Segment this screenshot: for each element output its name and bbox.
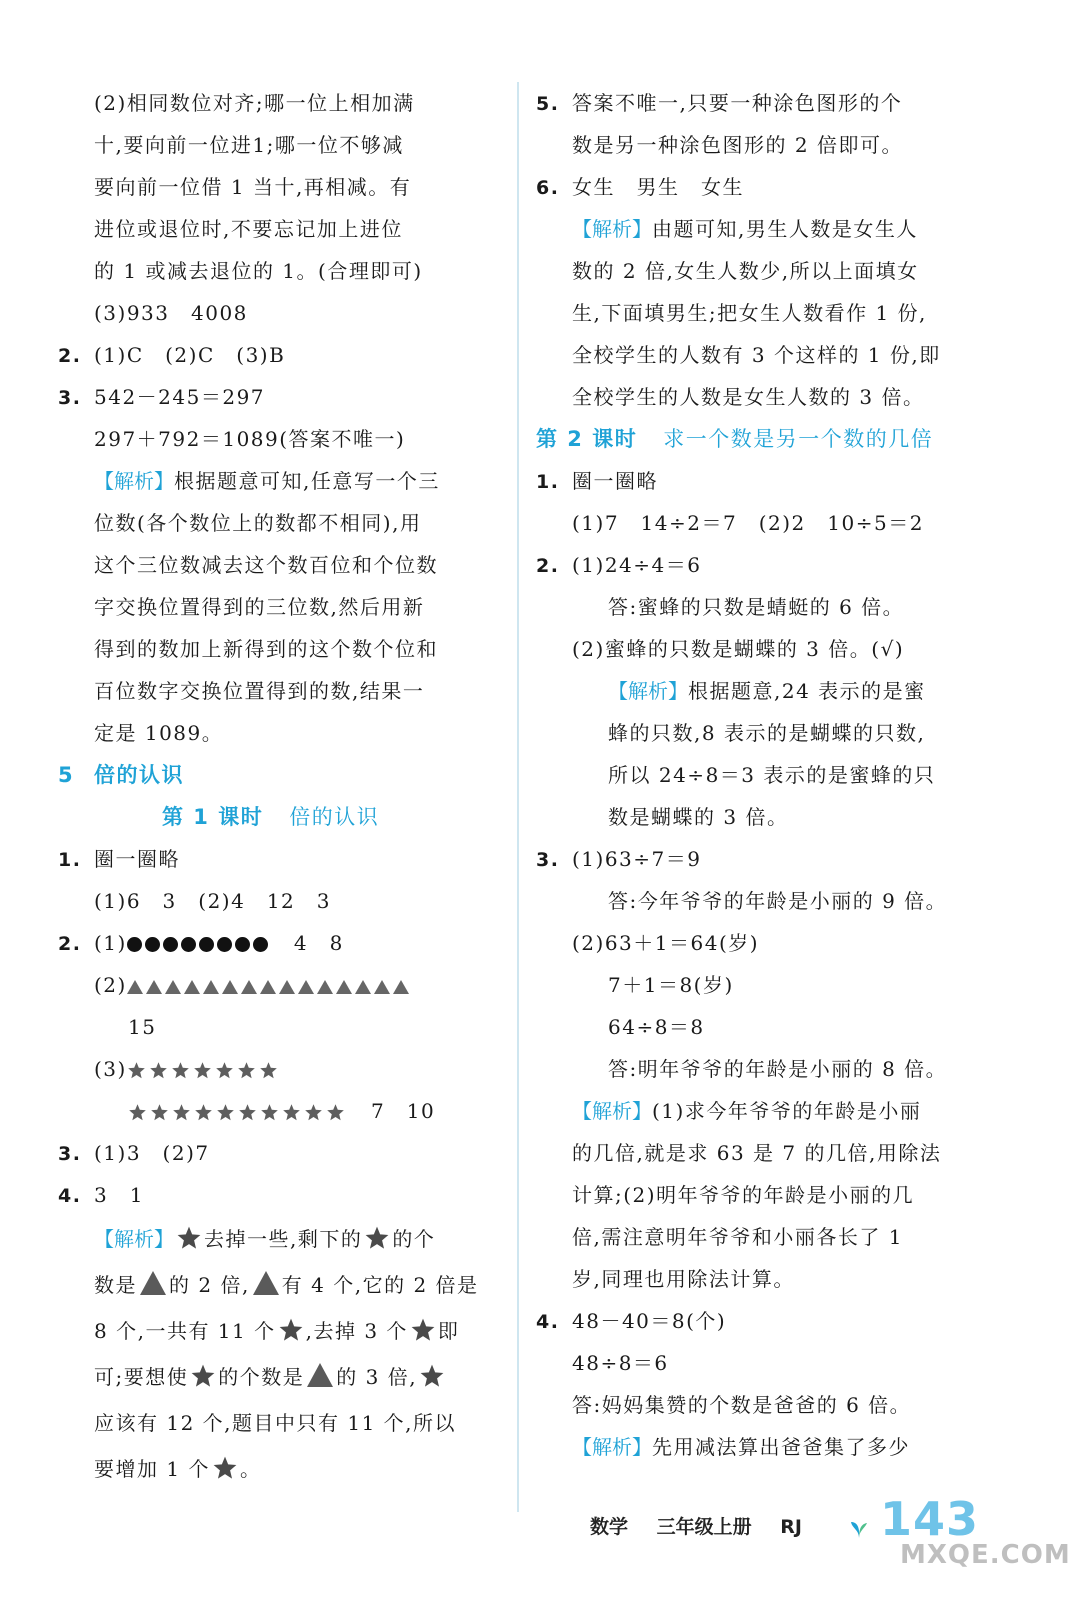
text-line: 倍,需注意明年爷爷和小丽各长了 1 [572, 1225, 903, 1249]
analysis-line [58, 460, 498, 502]
item-number: 2. [536, 555, 560, 577]
star-icon [172, 1103, 191, 1122]
text-line: 297＋792＝1089(答案不唯一) [94, 427, 406, 451]
triangle-icon [298, 980, 314, 994]
item-number: 1. [536, 471, 560, 493]
unit-number: 5 [58, 763, 75, 787]
text-line: 计算;(2)明年爷爷的年龄是小丽的几 [572, 1183, 915, 1207]
text-line: (2)蜜蜂的只数是蝴蝶的 3 倍。(√) [572, 637, 905, 661]
star-icon [194, 1103, 213, 1122]
dot-icon [199, 937, 214, 952]
text-line: 这个三位数减去这个数百位和个位数 [94, 553, 438, 577]
lesson-title: 倍的认识 [289, 805, 380, 829]
triangle-icon [253, 1271, 279, 1295]
text-line: 答:蜜蜂的只数是蜻蜓的 6 倍。 [608, 595, 905, 619]
triangle-icon [165, 980, 181, 994]
star-icon [128, 1103, 147, 1122]
triangle-icon [393, 980, 409, 994]
answer-line [58, 1090, 498, 1132]
text-line: 全校学生的人数是女生人数的 3 倍。 [572, 385, 925, 409]
star-icon [149, 1061, 168, 1080]
text-line: (1)6 3 (2)4 12 3 [94, 889, 332, 913]
answer-text: 4 8 [293, 931, 344, 955]
triangle-icon [222, 980, 238, 994]
text-line: 定是 1089。 [94, 721, 224, 745]
text-line: 十,要向前一位进1;哪一位不够减 [94, 133, 404, 157]
analysis-line [536, 1426, 1006, 1468]
text-line: 7＋1＝8(岁) [608, 973, 734, 997]
analysis-line [58, 1262, 498, 1308]
star-row [127, 1061, 278, 1080]
dot-icon [235, 937, 250, 952]
answer-text: 542－245＝297 [94, 385, 266, 409]
unit-title: 倍的认识 [94, 763, 184, 787]
lesson-heading [58, 796, 498, 838]
analysis-text: 的 2 倍, [169, 1273, 250, 1297]
item-number: 4. [536, 1311, 560, 1333]
analysis-tag: 【解析】 [94, 1227, 174, 1251]
text-line: 64÷8＝8 [608, 1015, 705, 1039]
triangle-icon [140, 1271, 166, 1295]
answer-text: (1)24÷4＝6 [572, 553, 702, 577]
text-line: 蜂的只数,8 表示的是蝴蝶的只数, [608, 721, 926, 745]
star-icon [326, 1103, 345, 1122]
analysis-text: 的个数是 [218, 1365, 305, 1389]
star-icon [176, 1225, 202, 1251]
leaf-icon [848, 1518, 870, 1540]
answer-text: (1)C (2)C (3)B [94, 343, 286, 367]
dot-icon [145, 937, 160, 952]
analysis-tag: 【解析】 [608, 679, 688, 703]
answer-label: (2) [94, 973, 127, 997]
answer-text: 48－40＝8(个) [572, 1309, 727, 1333]
column-divider [517, 82, 519, 1512]
text-line: (2)相同数位对齐;哪一位上相加满 [94, 91, 415, 115]
star-icon [304, 1103, 323, 1122]
analysis-tag: 【解析】 [94, 469, 174, 493]
footer-edition: RJ [780, 1516, 802, 1538]
answer-text: 圈一圈略 [572, 469, 658, 493]
right-column [536, 82, 1006, 1468]
star-icon [364, 1225, 390, 1251]
analysis-line [58, 1216, 498, 1262]
analysis-line [536, 1090, 1006, 1132]
star-icon [215, 1061, 234, 1080]
triangle-icon [279, 980, 295, 994]
answer-line [58, 1048, 498, 1090]
analysis-text: 根据题意可知,任意写一个三 [174, 469, 440, 493]
star-icon [127, 1061, 146, 1080]
footer-grade: 三年级上册 [656, 1516, 752, 1538]
item-number: 6. [536, 177, 560, 199]
text-line: 数的 2 倍,女生人数少,所以上面填女 [572, 259, 919, 283]
triangle-row [127, 980, 409, 994]
star-icon [212, 1455, 238, 1481]
text-line: 字交换位置得到的三位数,然后用新 [94, 595, 425, 619]
analysis-tag: 【解析】 [572, 1435, 652, 1459]
text-line: 全校学生的人数有 3 个这样的 1 份,即 [572, 343, 941, 367]
text-line: 的几倍,就是求 63 是 7 的几倍,用除法 [572, 1141, 942, 1165]
answer-label: (1) [94, 931, 127, 955]
text-line: 答:妈妈集赞的个数是爸爸的 6 倍。 [572, 1393, 912, 1417]
star-icon [410, 1317, 436, 1343]
analysis-line [58, 1308, 498, 1354]
star-icon [193, 1061, 212, 1080]
text-line: 应该有 12 个,题目中只有 11 个,所以 [94, 1411, 457, 1435]
unit-heading [58, 754, 498, 796]
analysis-text: 要增加 1 个 [94, 1457, 210, 1481]
page-number: 143 [880, 1492, 980, 1546]
analysis-text: 的个 [392, 1227, 436, 1251]
item-number: 2. [58, 345, 82, 367]
triangle-icon [127, 980, 143, 994]
analysis-text: 8 个,一共有 11 个 [94, 1319, 276, 1343]
lesson-number: 第 2 课时 [536, 427, 638, 451]
star-icon [190, 1363, 216, 1389]
triangle-icon [307, 1363, 333, 1387]
analysis-line [536, 670, 1006, 712]
dot-icon [253, 937, 268, 952]
star-icon [237, 1061, 256, 1080]
item-number: 5. [536, 93, 560, 115]
dot-icon [217, 937, 232, 952]
analysis-text: 即 [437, 1319, 460, 1343]
answer-text: (1)63÷7＝9 [572, 847, 702, 871]
answer-text: 7 10 [371, 1099, 436, 1123]
text-line: 生,下面填男生;把女生人数看作 1 份, [572, 301, 927, 325]
answer-text: 3 1 [94, 1183, 144, 1207]
dot-icon [163, 937, 178, 952]
analysis-tag: 【解析】 [572, 217, 652, 241]
answer-item [536, 544, 1006, 586]
text-line: 15 [128, 1015, 157, 1039]
triangle-icon [146, 980, 162, 994]
answer-item [58, 334, 498, 376]
star-icon [238, 1103, 257, 1122]
text-line: 位数(各个数位上的数都不相同),用 [94, 511, 422, 535]
answer-line [58, 964, 498, 1006]
analysis-text: 数是 [94, 1273, 137, 1297]
text-line: (1)7 14÷2＝7 (2)2 10÷5＝2 [572, 511, 924, 535]
triangle-icon [317, 980, 333, 994]
text-line: 48÷8＝6 [572, 1351, 669, 1375]
left-column [58, 82, 498, 1492]
answer-text: 女生 男生 女生 [572, 175, 744, 199]
answer-item [58, 376, 498, 418]
answer-item [536, 82, 1006, 124]
triangle-icon [355, 980, 371, 994]
answer-item [58, 922, 498, 964]
star-icon [259, 1061, 278, 1080]
text-line: (3)933 4008 [94, 301, 248, 325]
analysis-text: (1)求今年爷爷的年龄是小丽 [652, 1099, 922, 1123]
answer-text: (1)3 (2)7 [94, 1141, 210, 1165]
answer-item [536, 1300, 1006, 1342]
triangle-icon [203, 980, 219, 994]
dot-icon [181, 937, 196, 952]
item-number: 1. [58, 849, 82, 871]
answer-label: (3) [94, 1057, 127, 1081]
star-icon [282, 1103, 301, 1122]
answer-item [536, 838, 1006, 880]
text-line: 数是另一种涂色图形的 2 倍即可。 [572, 133, 903, 157]
analysis-text: 有 4 个,它的 2 倍是 [281, 1273, 479, 1297]
text-line: 岁,同理也用除法计算。 [572, 1267, 795, 1291]
answer-text: 圈一圈略 [94, 847, 180, 871]
footer-subject: 数学 [590, 1516, 629, 1538]
triangle-icon [336, 980, 352, 994]
analysis-text: ,去掉 3 个 [305, 1319, 408, 1343]
star-icon [260, 1103, 279, 1122]
star-row [128, 1103, 345, 1122]
star-icon [171, 1061, 190, 1080]
analysis-text: 去掉一些,剩下的 [204, 1227, 363, 1251]
analysis-text: 。 [239, 1457, 262, 1481]
analysis-text: 根据题意,24 表示的是蜜 [688, 679, 926, 703]
answer-item [58, 1132, 498, 1174]
star-icon [278, 1317, 304, 1343]
text-line: 答:明年爷爷的年龄是小丽的 8 倍。 [608, 1057, 948, 1081]
analysis-line [58, 1354, 498, 1400]
answer-item [536, 460, 1006, 502]
text-line: 百位数字交换位置得到的数,结果一 [94, 679, 425, 703]
text-line: 要向前一位借 1 当十,再相减。有 [94, 175, 412, 199]
analysis-tag: 【解析】 [572, 1099, 652, 1123]
analysis-line [58, 1446, 498, 1492]
dot-row [127, 937, 268, 952]
item-number: 3. [536, 849, 560, 871]
item-number: 4. [58, 1185, 82, 1207]
analysis-text: 先用减法算出爸爸集了多少 [652, 1435, 910, 1459]
star-icon [419, 1363, 445, 1389]
analysis-text: 可;要想使 [94, 1365, 189, 1389]
answer-item [58, 838, 498, 880]
dot-icon [127, 937, 142, 952]
item-number: 3. [58, 387, 82, 409]
item-number: 3. [58, 1143, 82, 1165]
text-line: 得到的数加上新得到的这个数个位和 [94, 637, 438, 661]
answer-item [536, 166, 1006, 208]
lesson-title: 求一个数是另一个数的几倍 [663, 427, 934, 451]
star-icon [216, 1103, 235, 1122]
page-footer [590, 1512, 824, 1539]
text-line: 数是蝴蝶的 3 倍。 [608, 805, 789, 829]
triangle-icon [241, 980, 257, 994]
text-line: 的 1 或减去退位的 1。(合理即可) [94, 259, 423, 283]
lesson-heading [536, 418, 1006, 460]
lesson-number: 第 1 课时 [162, 805, 264, 829]
text-line: 答:今年爷爷的年龄是小丽的 9 倍。 [608, 889, 948, 913]
analysis-line [536, 208, 1006, 250]
analysis-text: 的 3 倍, [336, 1365, 418, 1389]
triangle-icon [260, 980, 276, 994]
answer-text: 答案不唯一,只要一种涂色图形的个 [572, 91, 903, 115]
star-icon [150, 1103, 169, 1122]
triangle-icon [374, 980, 390, 994]
text-line: 所以 24÷8＝3 表示的是蜜蜂的只 [608, 763, 936, 787]
watermark: MXQE.COM [900, 1540, 1071, 1570]
analysis-text: 由题可知,男生人数是女生人 [652, 217, 918, 241]
text-line: (2)63＋1＝64(岁) [572, 931, 760, 955]
answer-item [58, 1174, 498, 1216]
item-number: 2. [58, 933, 82, 955]
triangle-icon [184, 980, 200, 994]
text-line: 进位或退位时,不要忘记加上进位 [94, 217, 403, 241]
